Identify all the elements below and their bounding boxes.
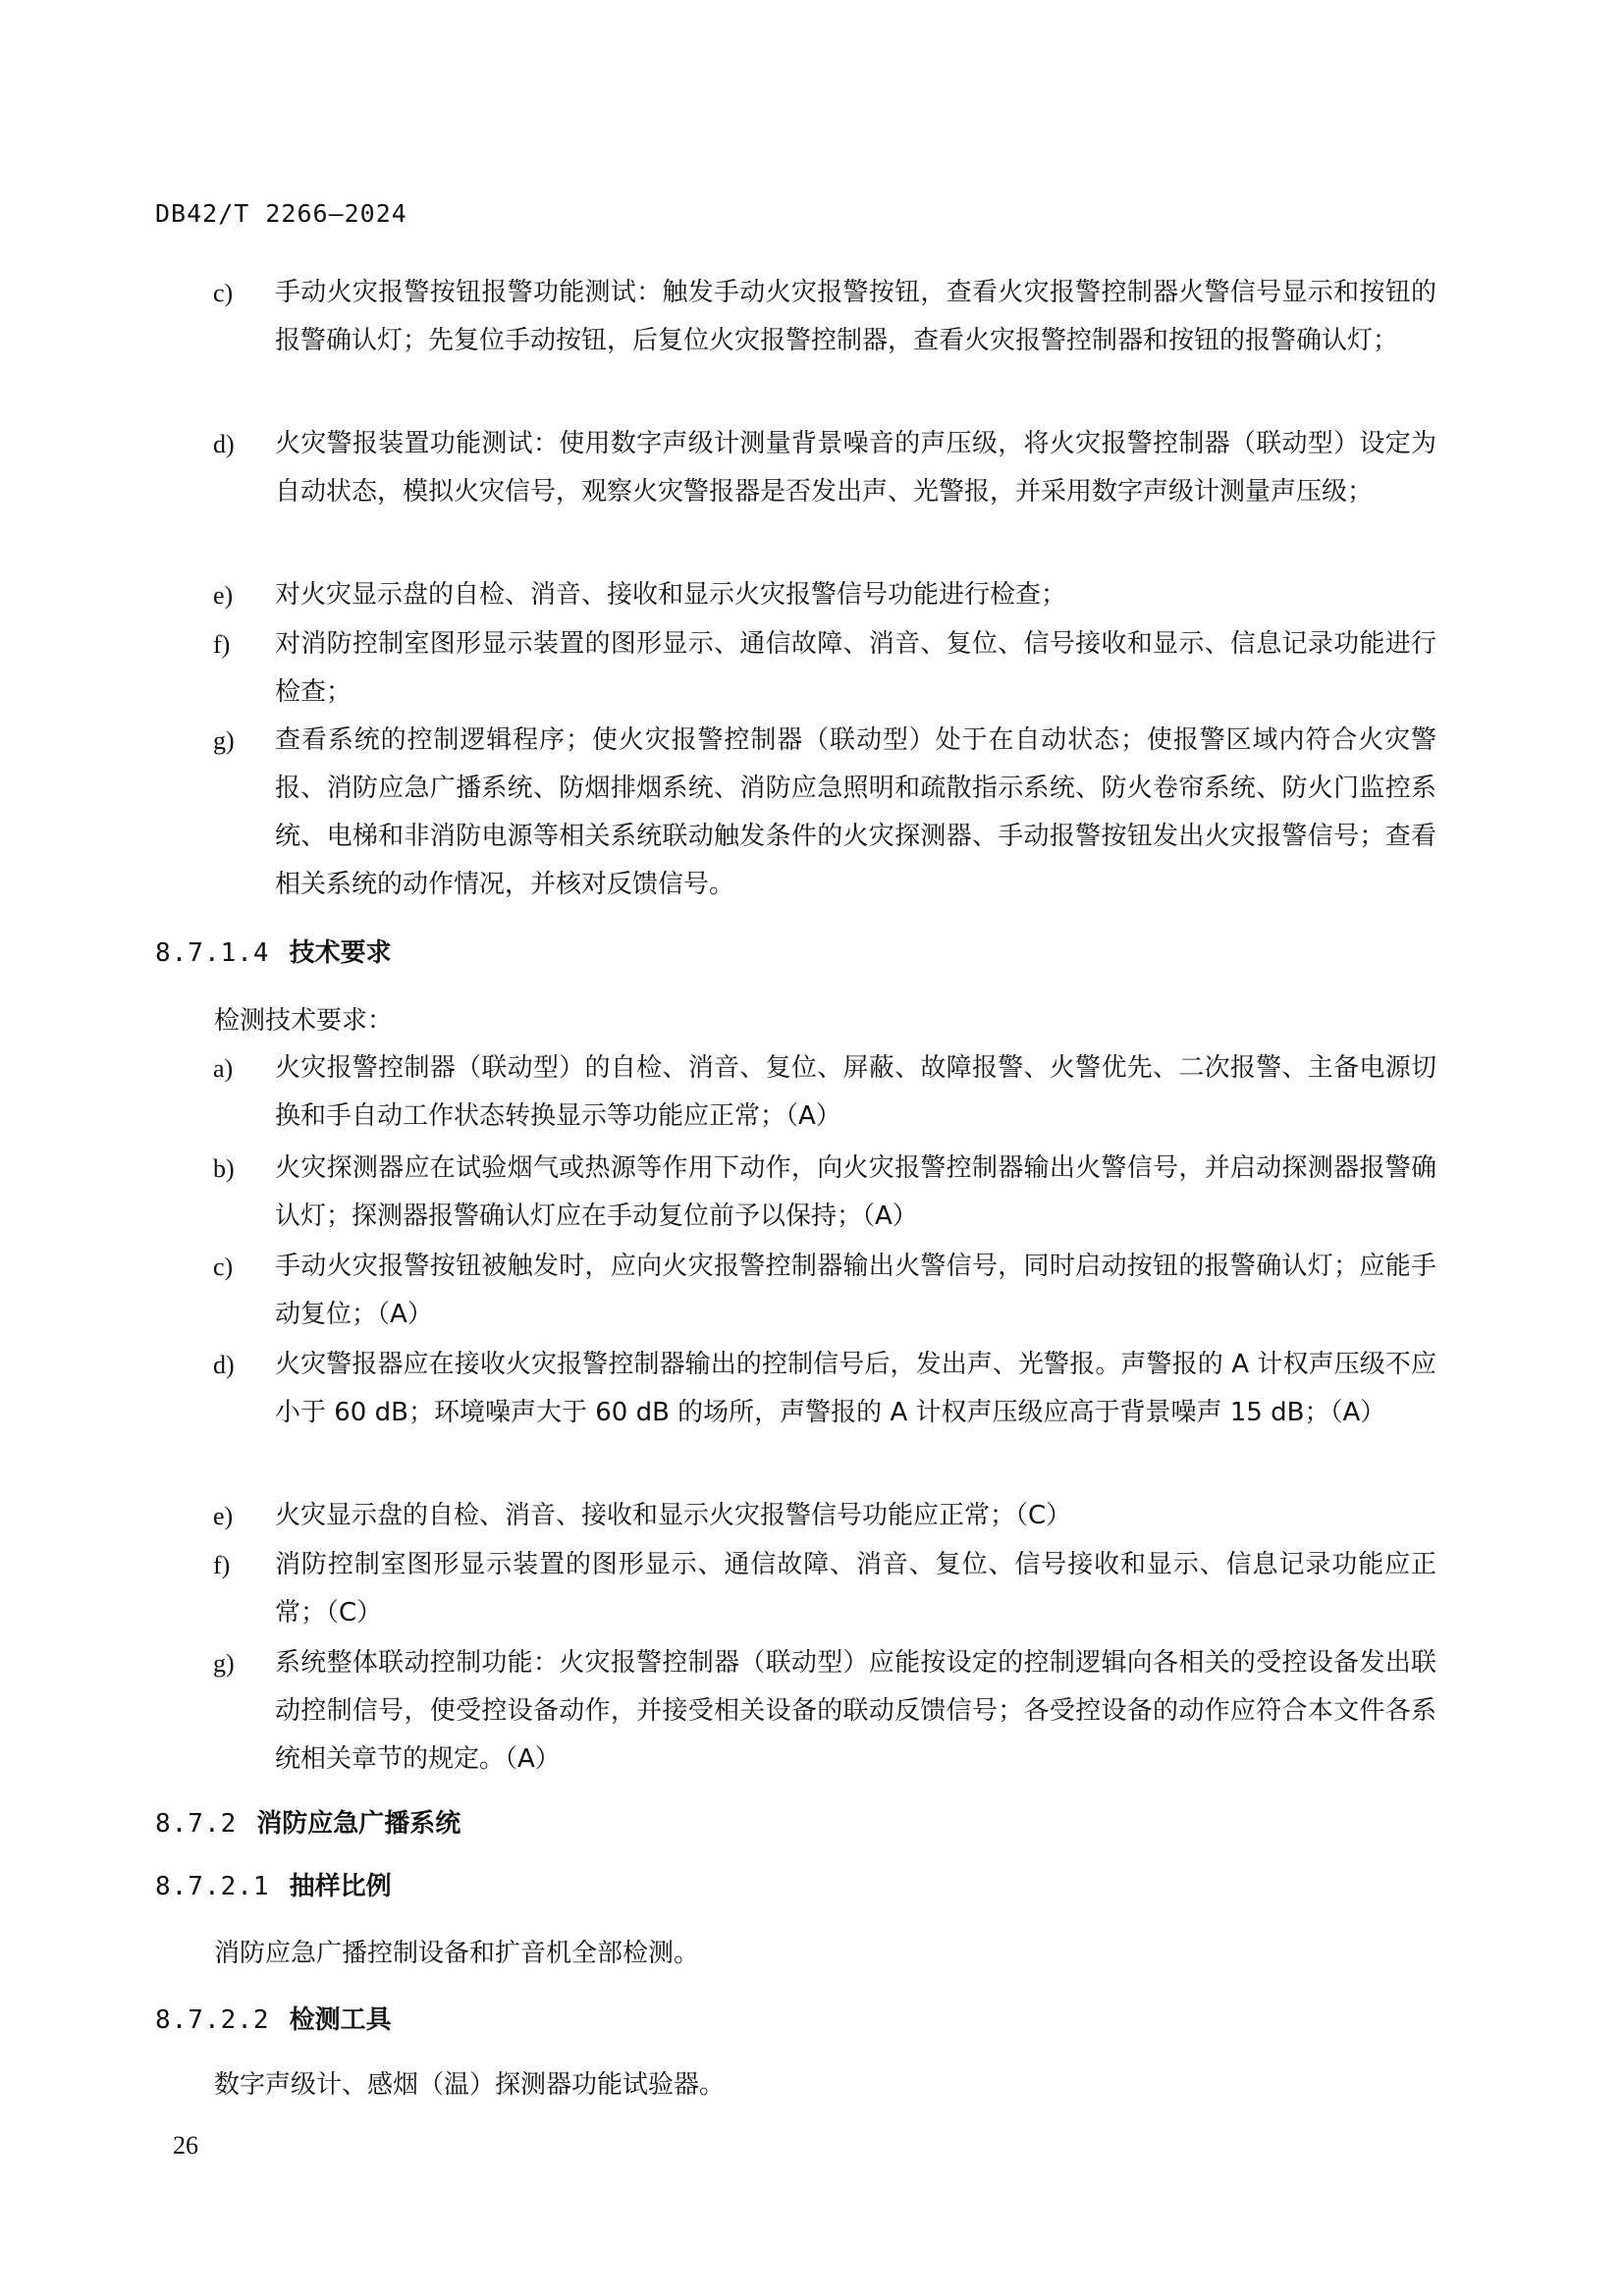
section-title: 消防应急广播系统: [256, 1809, 461, 1839]
section-heading-8-7-2-2: [155, 2001, 392, 2040]
list-item-text: 火灾警报器应在接收火灾报警控制器输出的控制信号后，发出声、光警报。声警报的 A 计权声压级不应小于 60 dB；环境噪声大于 60 dB 的场所，声警报的 A 计权声压级应高于背景噪声 15 dB；（A）: [275, 1350, 1436, 1427]
list-item-text: 火灾警报装置功能测试：使用数字声级计测量背景噪音的声压级，将火灾报警控制器（联动型）设定为自动状态，模拟火灾信号，观察火灾警报器是否发出声、光警报，并采用数字声级计测量声压级；: [275, 429, 1436, 507]
list-item: [214, 717, 1436, 909]
list-item-text: 火灾报警控制器（联动型）的自检、消音、复位、屏蔽、故障报警、火警优先、二次报警、主备电源切换和手自动工作状态转换显示等功能应正常；（A）: [275, 1053, 1436, 1131]
section-title: 技术要求: [289, 938, 392, 968]
section-title: 抽样比例: [289, 1872, 392, 1901]
list-item-marker: b): [213, 1154, 235, 1183]
list-item-marker: g): [213, 1649, 235, 1678]
list-item-text: 对消防控制室图形显示装置的图形显示、通信故障、消音、复位、信号接收和显示、信息记录功能进行检查；: [275, 629, 1436, 707]
list-item-text: 对火灾显示盘的自检、消音、接收和显示火灾报警信号功能进行检查；: [275, 580, 1067, 610]
list-item: [214, 1145, 1436, 1241]
section-number: 8.7.2.2: [155, 2005, 270, 2035]
list-item-marker: c): [213, 1253, 234, 1281]
list-item: [214, 620, 1436, 717]
list-item-marker: e): [213, 1502, 234, 1530]
list-item: [214, 1044, 1436, 1141]
section-heading-8-7-1-4: [155, 934, 392, 973]
list-item-text: 手动火灾报警按钮被触发时，应向火灾报警控制器输出火警信号，同时启动按钮的报警确认灯；应能手动复位；（A）: [275, 1252, 1436, 1329]
list-item-marker: d): [213, 1351, 235, 1379]
section-heading-8-7-2-1: [155, 1867, 392, 1906]
list-item-marker: f): [213, 630, 231, 659]
list-item: [214, 420, 1436, 516]
section-number: 8.7.2.1: [155, 1872, 270, 1901]
section-body: 数字声级计、感烟（温）探测器功能试验器。: [214, 2070, 726, 2100]
section-body: 消防应急广播控制设备和扩音机全部检测。: [214, 1939, 700, 1968]
section-heading-8-7-2: [155, 1804, 460, 1843]
list-item-text: 消防控制室图形显示装置的图形显示、通信故障、消音、复位、信号接收和显示、信息记录功能应正常；（C）: [275, 1550, 1436, 1628]
list-item: [214, 269, 1436, 365]
list-item-text: 手动火灾报警按钮报警功能测试：触发手动火灾报警按钮，查看火灾报警控制器火警信号显示和按钮的报警确认灯；先复位手动按钮，后复位火灾报警控制器，查看火灾报警控制器和按钮的报警确认灯；: [275, 278, 1436, 355]
list-item-text: 火灾显示盘的自检、消音、接收和显示火灾报警信号功能应正常；（C）: [275, 1501, 1072, 1530]
list-item-text: 系统整体联动控制功能：火灾报警控制器（联动型）应能按设定的控制逻辑向各相关的受控设备发出联动控制信号，使受控设备动作，并接受相关设备的联动反馈信号；各受控设备的动作应符合本文件各系统相关章节的规定。（A）: [275, 1648, 1436, 1774]
page-number: 26: [173, 2131, 198, 2160]
list-item-marker: c): [213, 279, 234, 307]
list-item: [214, 1639, 1436, 1784]
list-item: [214, 1243, 1436, 1339]
document-code-header: DB42/T 2266—2024: [155, 199, 407, 228]
list-item: [214, 1341, 1436, 1437]
list-item-text: 查看系统的控制逻辑程序；使火灾报警控制器（联动型）处于在自动状态；使报警区域内符合火灾警报、消防应急广播系统、防烟排烟系统、消防应急照明和疏散指示系统、防火卷帘系统、防火门监控系统、电梯和非消防电源等相关系统联动触发条件的火灾探测器、手动报警按钮发出火灾报警信号；查看相关系统的动作情况，并核对反馈信号。: [275, 725, 1436, 899]
list-item-marker: e): [213, 581, 234, 610]
list-item-marker: g): [213, 726, 235, 755]
requirements-intro: 检测技术要求：: [214, 1006, 394, 1036]
list-item-marker: f): [213, 1551, 231, 1579]
list-item-text: 火灾探测器应在试验烟气或热源等作用下动作，向火灾报警控制器输出火警信号，并启动探测器报警确认灯；探测器报警确认灯应在手动复位前予以保持；（A）: [275, 1153, 1436, 1231]
list-item: [214, 1541, 1436, 1637]
list-item-marker: d): [213, 430, 235, 458]
section-title: 检测工具: [289, 2005, 392, 2035]
list-item: [214, 571, 1436, 619]
list-item-marker: a): [213, 1054, 234, 1083]
section-number: 8.7.2: [155, 1809, 238, 1839]
section-number: 8.7.1.4: [155, 938, 270, 968]
list-item: [214, 1492, 1436, 1540]
